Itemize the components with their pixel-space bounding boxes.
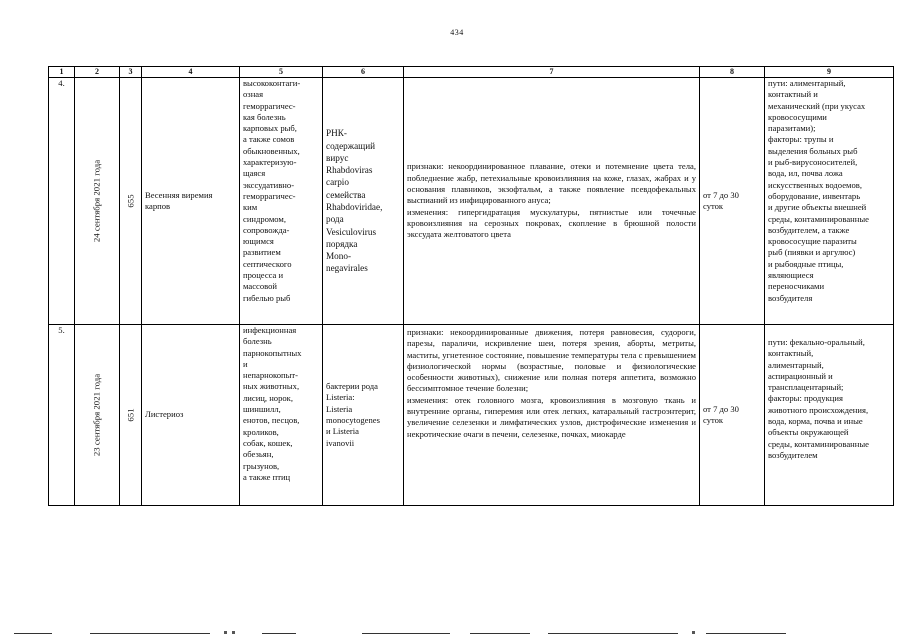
table-row [49, 78, 894, 325]
date-text: 23 сентября 2021 года [91, 373, 102, 457]
disease-name: Весенняя виремия карпов [142, 78, 240, 325]
date-cell [75, 78, 120, 325]
disease-definition: инфекционная болезнь парнокопытных и непарнокопыт- ных животных, лисиц, норок, шиншилл, енотов, песцов, кроликов, собак, кошек, обезьян, грызунов, а также птиц [240, 325, 323, 506]
incubation-period: от 7 до 30 суток [700, 78, 765, 325]
transmission-routes: пути: алиментарный, контактный и механический (при укусах кровососущими паразитами); факторы: трупы и выделения больных рыб и рыб-вирусоносителей, вода, ил, почва ложа искусственных водоемов, оборудование, инвентарь и другие объекты внешней среды, контаминированные возбудителем, а также кровососущие паразиты рыб (пиявки и аргулюс) и рыбоядные птицы, являющиеся переносчиками возбудителя [765, 78, 894, 325]
column-number: 5 [240, 67, 323, 78]
code-cell [120, 325, 142, 506]
row-number: 4. [49, 78, 75, 325]
column-number: 1 [49, 67, 75, 78]
row-number: 5. [49, 325, 75, 506]
code-cell [120, 78, 142, 325]
page-number: 434 [450, 28, 464, 37]
disease-register-table [48, 66, 894, 506]
disease-definition: высококонтаги- озная геморрагичес- кая болезнь карповых рыб, а также сомов обыкновенных, характеризую- щаяся экссудативно- геморрагичес- ким синдромом, сопровожда- ющимся развитием септического процесса и массовой гибелью рыб [240, 78, 323, 325]
date-cell [75, 325, 120, 506]
pathogen-description: бактерии рода Listeria: Listeria monocytogenes и Listeria ivanovii [323, 325, 404, 506]
pathogen-description: РНК- содержащий вирус Rhabdoviras carpio семейства Rhabdoviridae, рода Vesiculovirus порядка Mono- negavirales [323, 78, 404, 325]
column-number: 8 [700, 67, 765, 78]
date-text: 24 сентября 2021 года [91, 159, 102, 243]
disease-name: Листериоз [142, 325, 240, 506]
clinical-signs: признаки: некоординированные движения, потеря равновесия, судороги, парезы, параличи, искривление шеи, потеря зрения, аборты, метриты, маститы, угнетенное состояние, повышение температуры тела с превышением физиологической нормы (возрастные, половые и физиологические особенности животных), снижение или полная потеря аппетита, возможно бессимптомное течение болезни; изменения: отек головного мозга, кровоизлияния в мозговую ткань и внутренние органы, гиперемия или отек легких, катаральный гастроэнтерит, увеличение селезенки и лимфатических узлов, дистрофические изменения и некротические очаги в печени, селезенке, почках, миокарде [404, 325, 700, 506]
column-number: 7 [404, 67, 700, 78]
column-number: 6 [323, 67, 404, 78]
transmission-routes: пути: фекально-оральный, контактный, алиментарный, аспирационный и трансплацентарный; факторы: продукция животного происхождения, вода, корма, почва и иные объекты окружающей среды, контаминированные возбудителем [765, 325, 894, 506]
column-number-row [49, 67, 894, 78]
code-text: 651 [124, 408, 135, 422]
incubation-period: от 7 до 30 суток [700, 325, 765, 506]
scan-footer-artifacts [0, 628, 914, 640]
code-text: 655 [124, 194, 135, 208]
clinical-signs: признаки: некоординированное плавание, отеки и потемнение цвета тела, побледнение жабр, петехиальные кровоизлияния на коже, глазах, жабрах и у основания плавников, экзофтальм, а также появление псевдофекальных выспианий из инфицированного ануса; изменения: гипергидратация мускулатуры, пятнистые или точечные кровоизлияния на серозных покровах, скопление в брюшной полости экссудата желтоватого цвета [404, 78, 700, 325]
table-row [49, 325, 894, 506]
column-number: 4 [142, 67, 240, 78]
column-number: 2 [75, 67, 120, 78]
column-number: 3 [120, 67, 142, 78]
column-number: 9 [765, 67, 894, 78]
